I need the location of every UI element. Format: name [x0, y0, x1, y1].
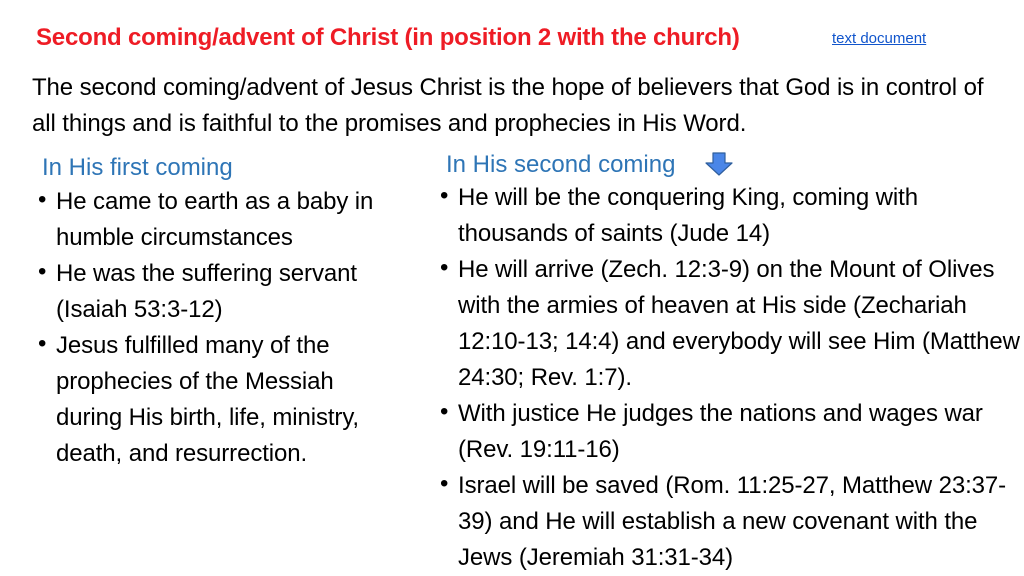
slide-title: Second coming/advent of Christ (in position 2 with the church) [36, 24, 740, 51]
second-coming-list [440, 180, 1020, 576]
second-coming-heading: In His second coming [446, 151, 676, 178]
list-item: • He will be the conquering King, coming with thousands of saints (Jude 14) [440, 180, 1020, 252]
first-coming-heading: In His first coming [42, 154, 233, 181]
list-item: • Jesus fulfilled many of the prophecies of the Messiah during His birth, life, ministry, death, and resurrection. [38, 328, 403, 472]
arrow-down-icon[interactable] [704, 152, 734, 176]
list-item: • With justice He judges the nations and wages war (Rev. 19:11-16) [440, 396, 1020, 468]
list-item: • He will arrive (Zech. 12:3-9) on the Mount of Olives with the armies of heaven at His side (Zechariah 12:10-13; 14:4) and everybody will see Him (Matthew 24:30; Rev. 1:7). [440, 252, 1020, 396]
list-item: • Israel will be saved (Rom. 11:25-27, Matthew 23:37-39) and He will establish a new covenant with the Jews (Jeremiah 31:31-34) [440, 468, 1020, 576]
list-item: • He was the suffering servant (Isaiah 53:3-12) [38, 256, 403, 328]
intro-paragraph: The second coming/advent of Jesus Christ is the hope of believers that God is in control of all things and is faithful to the promises and prophecies in His Word. [32, 74, 984, 137]
first-coming-list [38, 184, 403, 472]
text-document-link[interactable]: text document [832, 30, 927, 47]
list-item: • He came to earth as a baby in humble circumstances [38, 184, 403, 256]
